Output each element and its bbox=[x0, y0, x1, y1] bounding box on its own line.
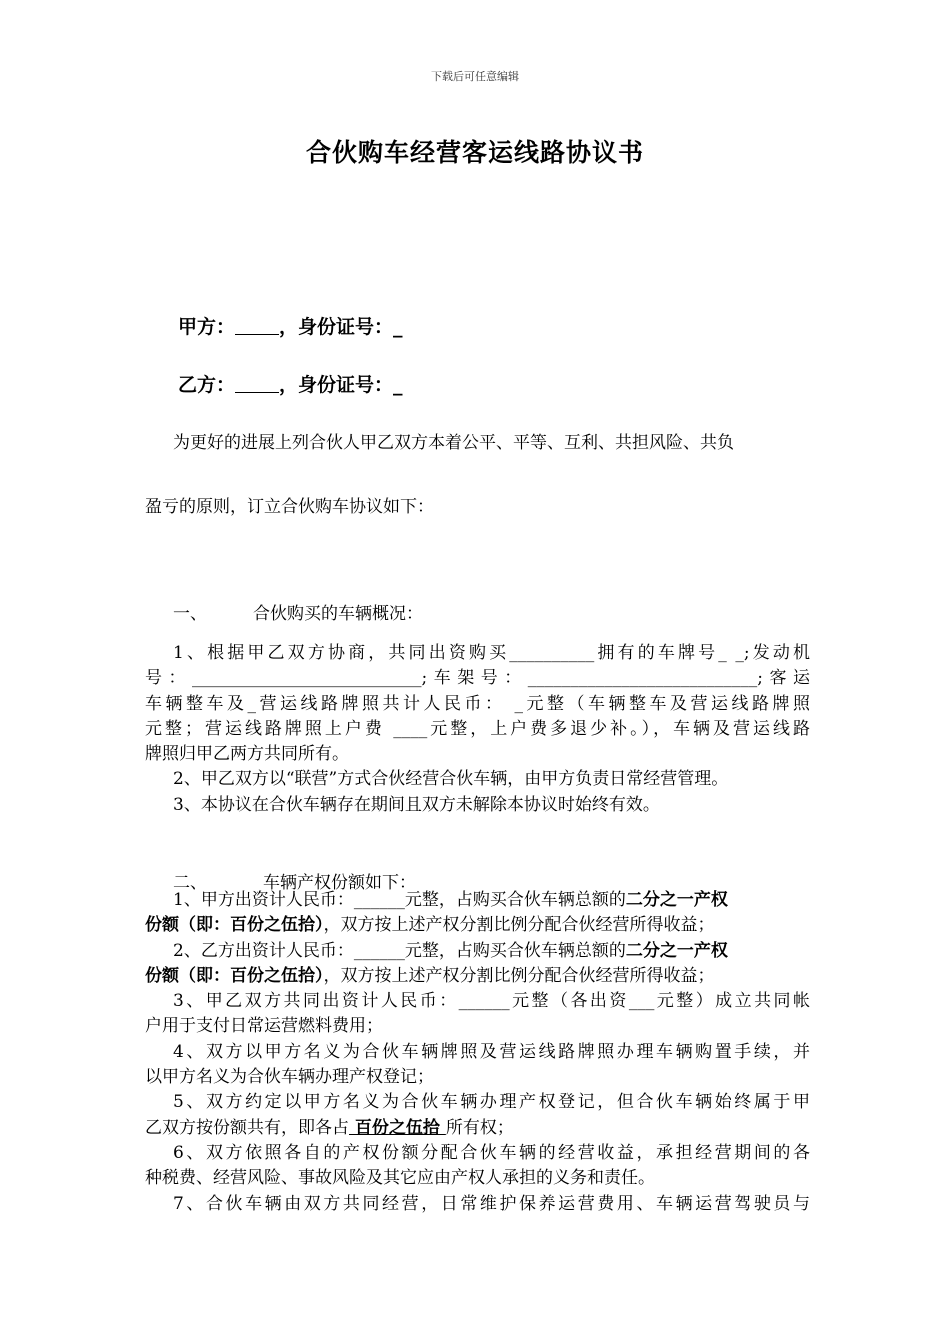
intro-line-1: 为更好的进展上列合伙人甲乙双方本着公平、平等、互利、共担风险、共负 bbox=[173, 433, 734, 453]
section-1-title: 合伙购买的车辆概况： bbox=[253, 604, 423, 624]
section-2-item-5: 5、双方约定以甲方名义为合伙车辆办理产权登记，但合伙车辆始终属于甲 bbox=[173, 1092, 810, 1113]
section-2-item-2-cont bbox=[145, 964, 810, 989]
item-text: 1、甲方出资计人民币：______元整，占购买合伙车辆总额的 bbox=[173, 890, 626, 910]
header-note: 下载后可任意编辑 bbox=[431, 70, 519, 83]
section-2-body bbox=[145, 888, 810, 1217]
section-2-item-4: 4、双方以甲方名义为合伙车辆牌照及营运线路牌照办理车辆购置手续，并 bbox=[173, 1041, 810, 1062]
section-2-item-2 bbox=[145, 939, 810, 964]
party-a-id-blank: _ bbox=[393, 316, 403, 338]
section-2-number: 二、 bbox=[173, 873, 207, 893]
party-b-label: 乙方： bbox=[178, 374, 236, 396]
section-1-line: 牌照归甲乙两方共同所有。 bbox=[145, 744, 349, 765]
party-a-id-label: ，身份证号： bbox=[279, 316, 394, 338]
item-emphasis: 二分之一产权 bbox=[625, 940, 728, 961]
section-2-item-6-cont: 种税费、经营风险、事故风险及其它应由产权人承担的义务和责任。 bbox=[145, 1168, 655, 1189]
item-text: 乙双方按份额共有，即各占 bbox=[145, 1117, 349, 1138]
section-1-line: 2、甲乙双方以“联营”方式合伙经营合伙车辆，由甲方负责日常经营管理。 bbox=[173, 769, 729, 790]
section-2-item-1 bbox=[145, 888, 810, 913]
section-1-body bbox=[145, 641, 810, 818]
intro-line-2: 盈亏的原则，订立合伙购车协议如下： bbox=[145, 497, 434, 517]
section-1-line: 号：___________________________;车架号：___________________________;客运 bbox=[145, 668, 810, 689]
section-2-title: 车辆产权份额如下： bbox=[263, 873, 416, 893]
item-text: ，双方按上述产权分割比例分配合伙经营所得收益； bbox=[323, 965, 715, 986]
section-2-item-7: 7、合伙车辆由双方共同经营，日常维护保养运营费用、车辆运营驾驶员与 bbox=[173, 1193, 810, 1214]
section-1-line: 3、本协议在合伙车辆存在期间且双方未解除本协议时始终有效。 bbox=[173, 794, 660, 815]
section-2-item-5-cont bbox=[145, 1116, 810, 1141]
item-emphasis: 百份之伍拾 bbox=[349, 1117, 446, 1138]
section-2-item-3-cont: 户用于支付日常运营燃料费用； bbox=[145, 1016, 383, 1037]
party-a-label: 甲方： bbox=[178, 316, 236, 338]
party-b-id-label: ，身份证号： bbox=[279, 374, 394, 396]
item-emphasis: 份额（即：百份之伍拾） bbox=[145, 915, 324, 936]
item-emphasis: 二分之一产权 bbox=[625, 890, 728, 910]
section-1-heading bbox=[173, 599, 423, 624]
item-emphasis: 份额（即：百份之伍拾） bbox=[145, 965, 324, 986]
party-a-name-blank bbox=[235, 316, 279, 335]
party-a-line bbox=[178, 312, 403, 339]
section-1-line: 1、根据甲乙双方协商，共同出资购买__________拥有的车牌号_ _;发动机 bbox=[173, 643, 810, 663]
item-text: ，双方按上述产权分割比例分配合伙经营所得收益； bbox=[323, 915, 715, 936]
item-text: 2、乙方出资计人民币：______元整，占购买合伙车辆总额的 bbox=[173, 940, 626, 961]
party-b-id-blank: _ bbox=[393, 374, 403, 396]
page-title: 合伙购车经营客运线路协议书 bbox=[305, 138, 644, 167]
section-2-item-1-cont bbox=[145, 913, 810, 938]
item-text: 所有权； bbox=[445, 1117, 514, 1138]
party-b-line bbox=[178, 370, 403, 397]
section-2-item-3: 3、甲乙双方共同出资计人民币：______元整（各出资___元整）成立共同帐 bbox=[173, 991, 810, 1012]
section-1-number: 一、 bbox=[173, 604, 207, 624]
section-2-item-6: 6、双方依照各自的产权份额分配合伙车辆的经营收益，承担经营期间的各 bbox=[173, 1142, 810, 1163]
section-2-item-4-cont: 以甲方名义为合伙车辆办理产权登记； bbox=[145, 1067, 434, 1088]
party-b-name-blank bbox=[235, 374, 279, 393]
section-1-line: 车辆整车及_营运线路牌照共计人民币： _元整（车辆整车及营运线路牌照 bbox=[145, 693, 810, 714]
section-1-line: 元整；营运线路牌照上户费 ____元整，上户费多退少补。），车辆及营运线路 bbox=[145, 718, 810, 739]
